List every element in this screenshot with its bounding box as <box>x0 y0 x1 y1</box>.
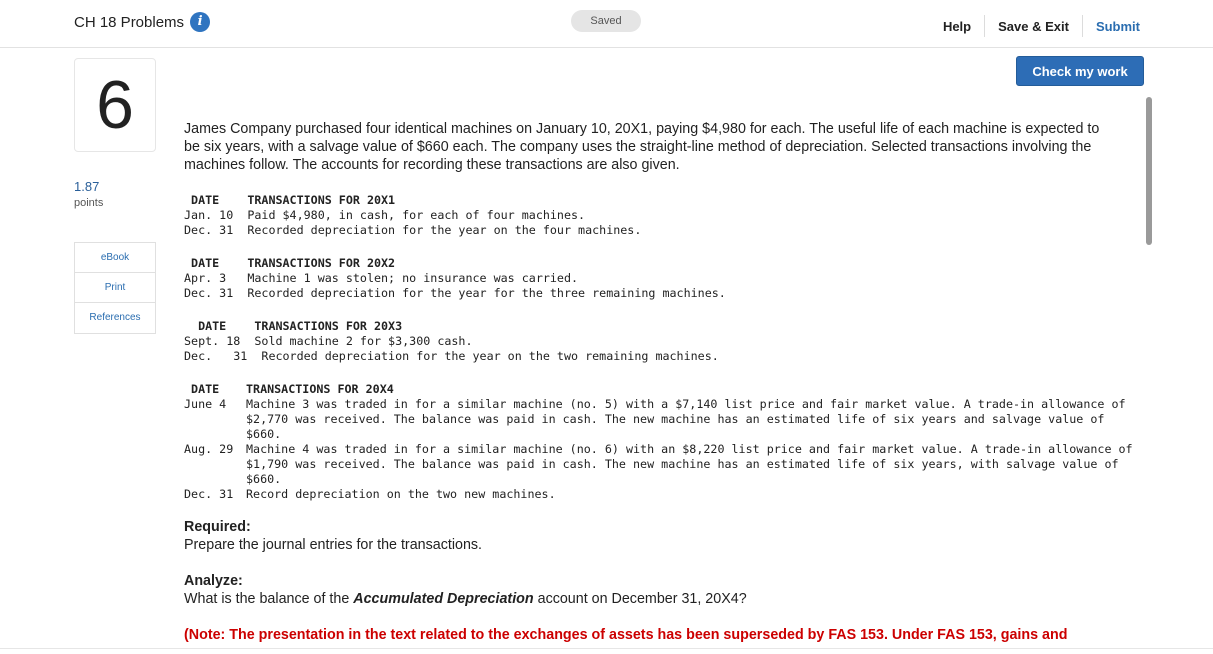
transactions-table-20x4 <box>184 382 1144 502</box>
fas-note: (Note: The presentation in the text related to the exchanges of assets has been superseded by FAS 153. Under FAS 153, gains and <box>184 627 1068 643</box>
table-row: Jan. 10 Paid $4,980, in cash, for each of four machines. <box>184 208 586 222</box>
question-number: 6 <box>74 58 156 152</box>
help-button[interactable]: Help <box>942 18 972 34</box>
check-my-work-button[interactable]: Check my work <box>1016 56 1144 86</box>
row-date: June 4 <box>184 397 227 411</box>
transactions-table-20x1 <box>184 193 641 238</box>
points-label: points <box>74 197 104 209</box>
analyze-text <box>184 591 747 607</box>
ebook-button[interactable]: eBook <box>75 243 155 273</box>
assignment-title-text: CH 18 Problems <box>74 13 185 31</box>
submit-button[interactable]: Submit <box>1095 18 1140 34</box>
row-date: Dec. 31 <box>184 487 234 501</box>
table-row <box>184 442 1144 487</box>
analyze-text-end: account on December 31, 20X4? <box>533 591 747 607</box>
table-row: Apr. 3 Machine 1 was stolen; no insurance was carried. <box>184 271 579 285</box>
table-header: DATE TRANSACTIONS FOR 20X2 <box>184 256 396 270</box>
row-text: Record depreciation on the two new machines. <box>246 487 556 501</box>
info-icon[interactable]: i <box>190 12 210 32</box>
analyze-text-start: What is the balance of the <box>184 591 354 607</box>
top-bar <box>0 0 1213 48</box>
row-text: Machine 3 was traded in for a similar machine (no. 5) with a $7,140 list price and fair market value. A trade-in allowance of $2,770 was received. The balance was paid in cash. The new machine has an estimated life of six years and salvage value of $660. <box>246 397 1126 441</box>
table-row: Dec. 31 Recorded depreciation for the year for the three remaining machines. <box>184 286 726 300</box>
scrollbar-thumb[interactable] <box>1146 97 1152 245</box>
table-header: DATE TRANSACTIONS FOR 20X3 <box>184 319 403 333</box>
divider <box>0 648 1213 649</box>
table-row: Dec. 31 Recorded depreciation for the year on the four machines. <box>184 223 642 237</box>
top-links <box>930 15 1153 37</box>
row-text: Machine 4 was traded in for a similar machine (no. 6) with an $8,220 list price and fair market value. A trade-in allowance of $1,790 was received. The balance was paid in cash. The new machine has an estimated life of six years, with salvage value of $660. <box>246 442 1133 486</box>
analyze-heading: Analyze: <box>184 573 243 589</box>
table-row: Dec. 31 Recorded depreciation for the year on the two remaining machines. <box>184 349 719 363</box>
transactions-table-20x2 <box>184 256 726 301</box>
saved-status-badge: Saved <box>571 10 641 32</box>
table-header: DATE TRANSACTIONS FOR 20X1 <box>184 193 396 207</box>
table-row <box>184 397 1144 442</box>
problem-intro: James Company purchased four identical machines on January 10, 20X1, paying $4,980 for each. The useful life of each machine is expected to be six years, with a salvage value of $660 each. The company uses the straight-line method of depreciation. Selected transactions involving the machines follow. The accounts for recording these transactions are also given. <box>184 121 1100 173</box>
references-button[interactable]: References <box>89 312 141 323</box>
assignment-title <box>74 12 210 32</box>
transactions-table-20x3 <box>184 319 719 364</box>
analyze-account-name: Accumulated Depreciation <box>353 591 534 607</box>
table-row <box>184 487 1144 502</box>
row-date: Aug. 29 <box>184 442 234 456</box>
required-heading: Required: <box>184 519 251 535</box>
table-row: Sept. 18 Sold machine 2 for $3,300 cash. <box>184 334 473 348</box>
points-value: 1.87 <box>74 179 100 194</box>
save-exit-button[interactable]: Save & Exit <box>998 18 1069 34</box>
date-header: DATE <box>184 382 220 396</box>
table-header <box>184 382 1144 397</box>
transactions-header: TRANSACTIONS FOR 20X4 <box>246 382 394 396</box>
print-button[interactable]: Print <box>75 273 155 303</box>
problem-content <box>184 120 1144 174</box>
required-text: Prepare the journal entries for the transactions. <box>184 537 483 553</box>
resource-buttons <box>74 242 156 334</box>
